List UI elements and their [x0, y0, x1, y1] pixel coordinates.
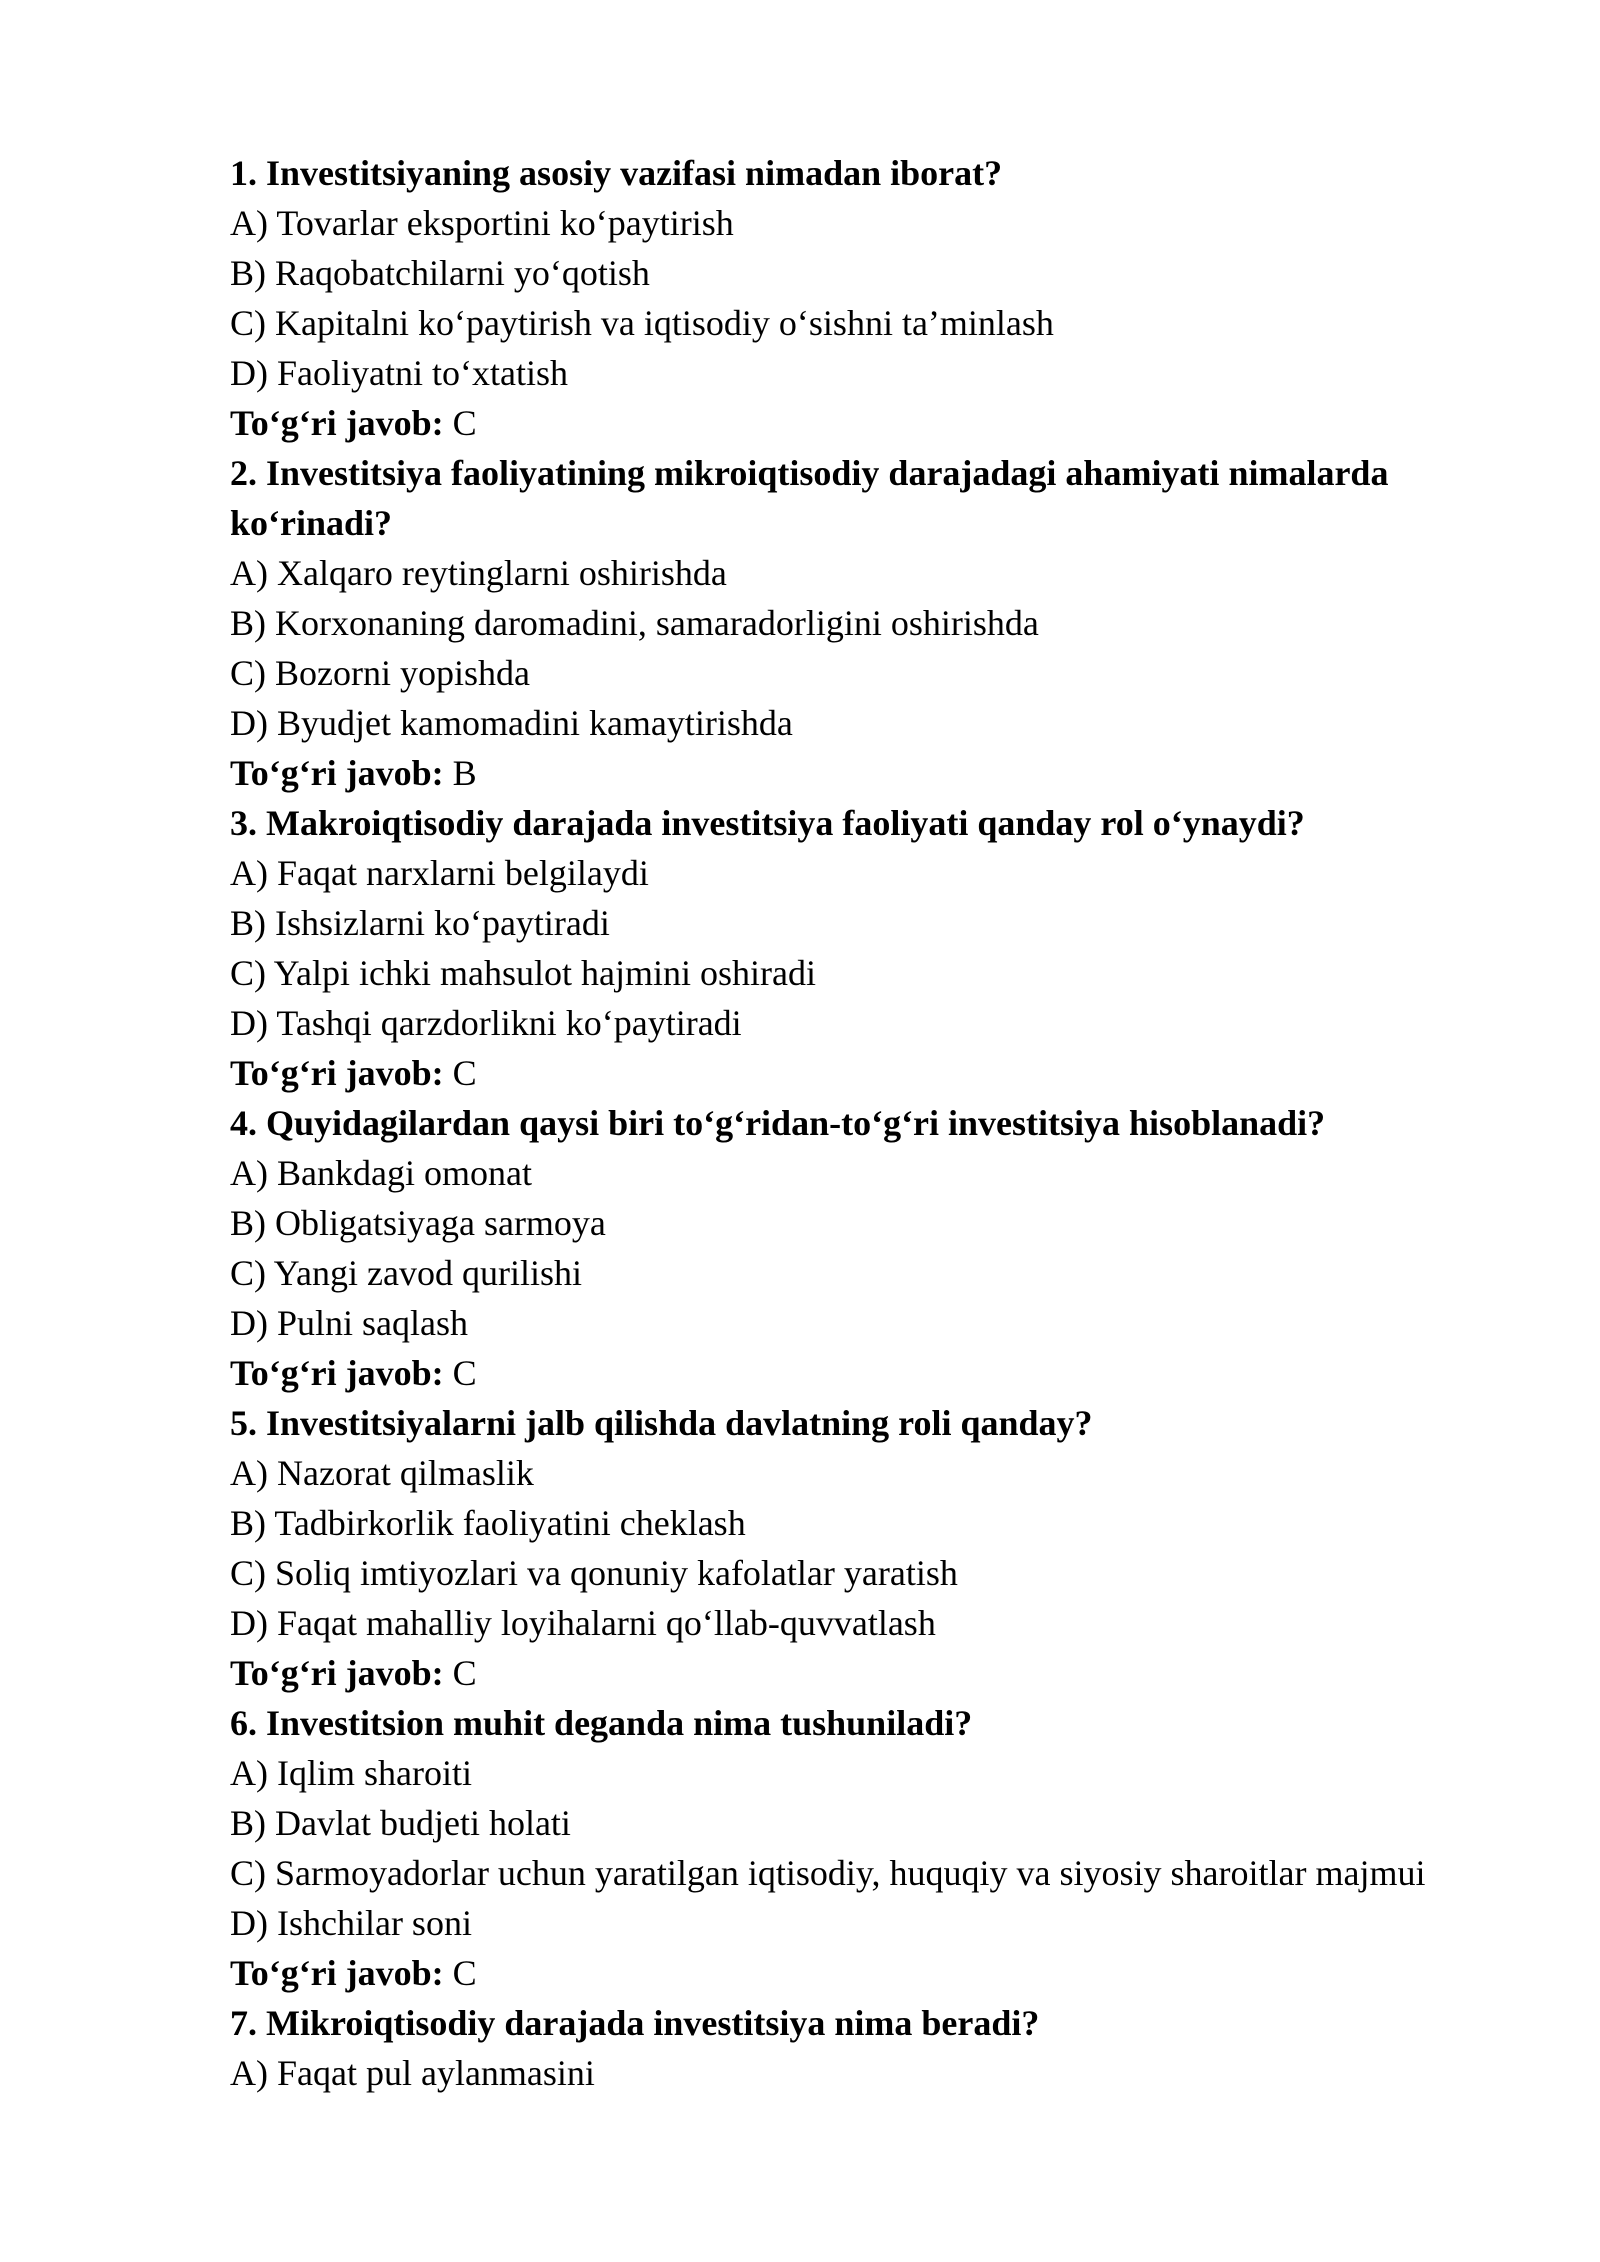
- answer-option: D) Ishchilar soni: [230, 1903, 472, 1943]
- answer-option: A) Bankdagi omonat: [230, 1153, 532, 1193]
- answer-option: C) Kapitalni ko‘paytirish va iqtisodiy o‘sishni ta’minlash: [230, 303, 1054, 343]
- answer-option: B) Korxonaning daromadini, samaradorligini oshirishda: [230, 603, 1039, 643]
- answer-option: C) Bozorni yopishda: [230, 653, 530, 693]
- answer-option: A) Xalqaro reytinglarni oshirishda: [230, 553, 727, 593]
- answer-option: C) Soliq imtiyozlari va qonuniy kafolatlar yaratish: [230, 1553, 958, 1593]
- correct-answer-value: C: [443, 1353, 477, 1393]
- correct-answer: [230, 398, 1530, 448]
- answer-option: A) Faqat narxlarni belgilaydi: [230, 853, 649, 893]
- answer-option: D) Faqat mahalliy loyihalarni qo‘llab-quvvatlash: [230, 1603, 936, 1643]
- question-block: [230, 1698, 1530, 1998]
- correct-answer-value: C: [443, 403, 477, 443]
- answer-option: A) Faqat pul aylanmasini: [230, 2053, 595, 2093]
- answer-option: D) Tashqi qarzdorlikni ko‘paytiradi: [230, 1003, 742, 1043]
- correct-answer: [230, 748, 1530, 798]
- answer-option: C) Sarmoyadorlar uchun yaratilgan iqtisodiy, huquqiy va siyosiy sharoitlar majmui: [230, 1853, 1426, 1893]
- question-block: [230, 1398, 1530, 1698]
- question-text: 7. Mikroiqtisodiy darajada investitsiya nima beradi?: [230, 2003, 1040, 2043]
- correct-answer: [230, 1348, 1530, 1398]
- correct-answer-label: To‘g‘ri javob:: [230, 753, 444, 793]
- question-text: 2. Investitsiya faoliyatining mikroiqtisodiy darajadagi ahamiyati nimalarda: [230, 453, 1389, 493]
- correct-answer-label: To‘g‘ri javob:: [230, 1953, 444, 1993]
- question-text: 6. Investitsion muhit deganda nima tushuniladi?: [230, 1703, 973, 1743]
- answer-option: B) Davlat budjeti holati: [230, 1803, 571, 1843]
- correct-answer-label: To‘g‘ri javob:: [230, 1053, 444, 1093]
- correct-answer: [230, 1048, 1530, 1098]
- question-text: 1. Investitsiyaning asosiy vazifasi nimadan iborat?: [230, 153, 1003, 193]
- correct-answer-label: To‘g‘ri javob:: [230, 1353, 444, 1393]
- answer-option: B) Obligatsiyaga sarmoya: [230, 1203, 606, 1243]
- correct-answer-value: C: [443, 1953, 477, 1993]
- answer-option: A) Iqlim sharoiti: [230, 1753, 472, 1793]
- answer-option: A) Tovarlar eksportini ko‘paytirish: [230, 203, 734, 243]
- answer-option: B) Ishsizlarni ko‘paytiradi: [230, 903, 610, 943]
- answer-option: D) Pulni saqlash: [230, 1303, 468, 1343]
- answer-option: D) Faoliyatni to‘xtatish: [230, 353, 568, 393]
- question-block: [230, 1998, 1530, 2098]
- correct-answer-value: C: [443, 1653, 477, 1693]
- question-block: [230, 148, 1530, 448]
- question-block: [230, 1098, 1530, 1398]
- answer-option: C) Yangi zavod qurilishi: [230, 1253, 583, 1293]
- correct-answer: [230, 1948, 1530, 1998]
- answer-option: A) Nazorat qilmaslik: [230, 1453, 534, 1493]
- answer-option: B) Tadbirkorlik faoliyatini cheklash: [230, 1503, 746, 1543]
- answer-option: C) Yalpi ichki mahsulot hajmini oshiradi: [230, 953, 816, 993]
- correct-answer-value: C: [443, 1053, 477, 1093]
- answer-option: B) Raqobatchilarni yo‘qotish: [230, 253, 650, 293]
- correct-answer-label: To‘g‘ri javob:: [230, 403, 444, 443]
- question-block: [230, 798, 1530, 1098]
- question-text: 3. Makroiqtisodiy darajada investitsiya faoliyati qanday rol o‘ynaydi?: [230, 803, 1305, 843]
- correct-answer: [230, 1648, 1530, 1698]
- question-text: 5. Investitsiyalarni jalb qilishda davlatning roli qanday?: [230, 1403, 1093, 1443]
- question-text-continued: ko‘rinadi?: [230, 503, 393, 543]
- question-block: [230, 448, 1530, 798]
- document-page: [230, 148, 1530, 2098]
- answer-option: D) Byudjet kamomadini kamaytirishda: [230, 703, 793, 743]
- question-text: 4. Quyidagilardan qaysi biri to‘g‘ridan-to‘g‘ri investitsiya hisoblanadi?: [230, 1103, 1326, 1143]
- correct-answer-label: To‘g‘ri javob:: [230, 1653, 444, 1693]
- correct-answer-value: B: [443, 753, 477, 793]
